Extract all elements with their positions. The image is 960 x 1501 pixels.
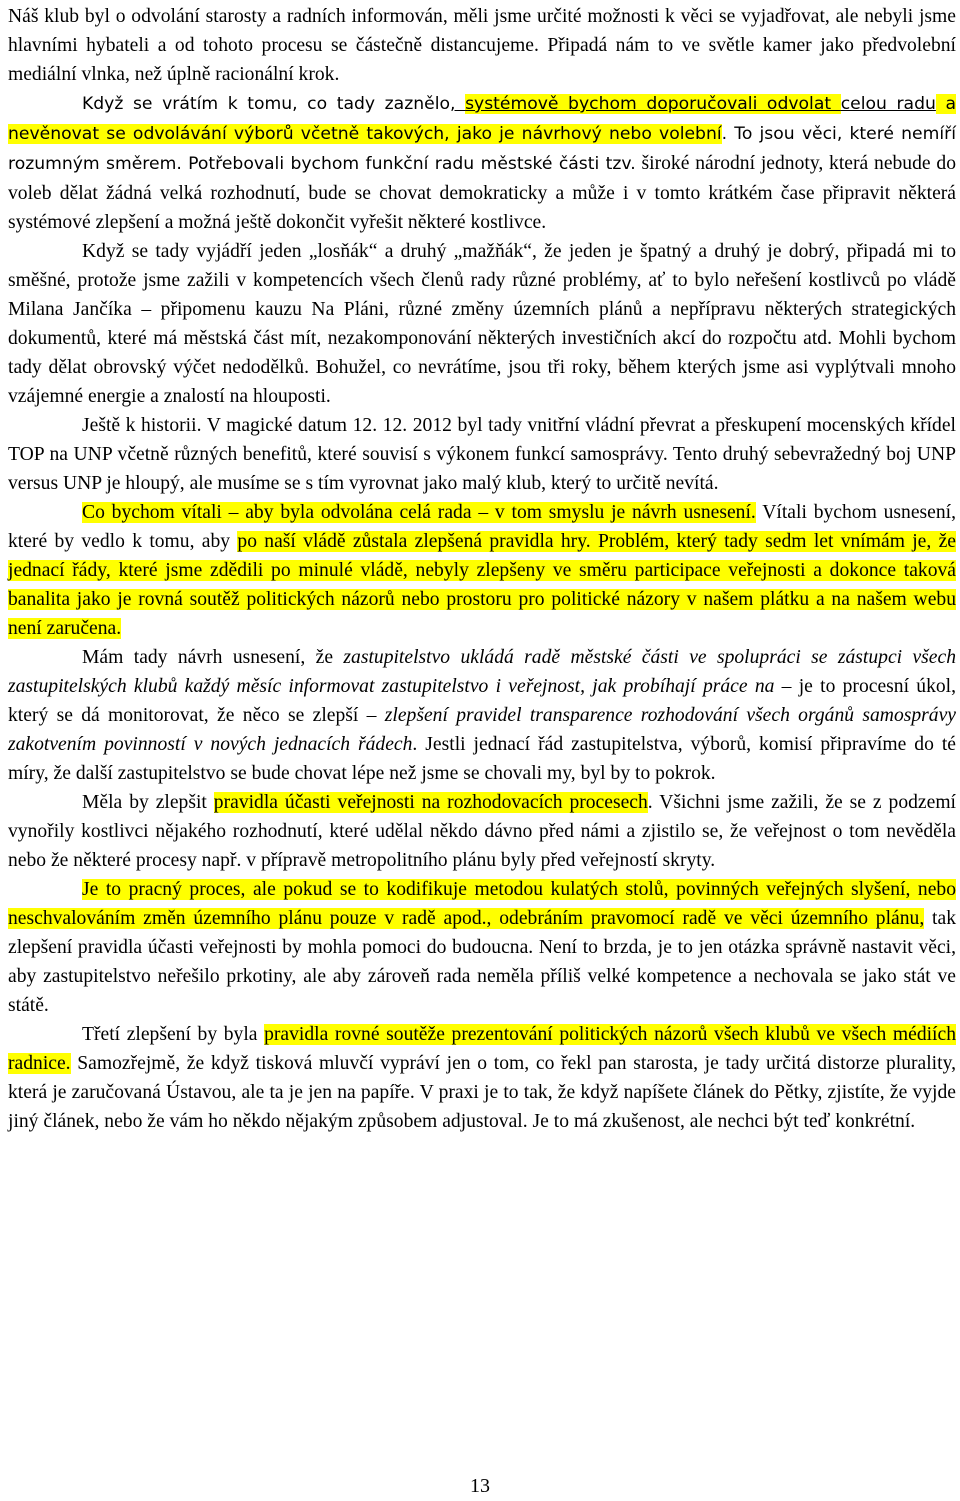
text-run: . Jestli jednací řád zastupitelstva, výborů, komisí připravíme do té míry, že další zastupitelstvo se bude chovat lépe než jsme se chovali my, byl by to pokrok.	[8, 734, 956, 784]
text-run: ,	[450, 94, 466, 114]
paragraph-p1	[8, 2, 956, 89]
highlighted-text: pravidla rovné soutěže prezentování politických názorů všech klubů ve všech médiích radnice.	[8, 1024, 956, 1074]
text-run: Mám tady návrh usnesení, že	[82, 647, 344, 668]
paragraph-p5	[8, 498, 956, 643]
text-run: zastupitelstvo ukládá radě městské části ve spolupráci se zástupci všech zastupitelských klubů každý měsíc informovat zastupitelstvo i veřejnost, jak probíhají práce na	[8, 647, 957, 697]
highlighted-text: pravidla účasti veřejnosti na rozhodovacích procesech	[213, 792, 648, 813]
text-run: celou radu	[840, 94, 936, 114]
paragraph-p8	[8, 875, 956, 1020]
document-body	[8, 2, 956, 1136]
text-run: – je to procesní úkol, který se dá monitorovat, že něco se zlepší –	[8, 676, 957, 726]
page-number: 13	[470, 1475, 490, 1497]
text-run: Vítali bychom usnesení, které by vedlo k tomu, aby	[8, 502, 956, 552]
paragraph-p3	[8, 237, 956, 411]
paragraph-p4	[8, 411, 956, 498]
text-run: . Všichni jsme zažili, že se z podzemí vynořily kostlivci nějakého rozhodnutí, které udělal někdo dávno před námi a zjistilo se, že veřejnost o tom nevěděla nebo že některé procesy např. v přípravě metropolitního plánu byly před veřejností skryty.	[8, 792, 956, 871]
text-run: Když se vrátím k tomu, co tady zaznělo	[82, 94, 450, 114]
text-run: široké národní jednoty, která nebude do voleb dělat žádná velká rozhodnutí, bude se chovat demokraticky a může i v tomto krátkém čase připravit některá systémové zlepšení a možná ještě dokončit vyřešit některé kostlivce.	[8, 153, 956, 233]
highlighted-text: po naší vládě zůstala zlepšená pravidla hry. Problém, který tady sedm let vnímám je, že jednací řády, které jsme zdědili po minulé vládě, nebyly zlepšeny ve směru participace veřejnosti a dokonce taková banalita jako je rovná soutěž politických názorů nebo prostoru pro politické názory v našem plátku a na našem webu není zaručena.	[8, 531, 956, 639]
text-run: Samozřejmě, že když tisková mluvčí vypráví jen o tom, co řekl pan starosta, je tady určitá distorze plurality, která je zaručovaná Ústavou, ale ta je jen na papíře. V praxi je to tak, že když napíšete článek do Pětky, zjistíte, že vyjde jiný článek, nebo že vám ho někdo nějakým způsobem adjustoval. Je to má zkušenost, ale nechci být teď konkrétní.	[8, 1053, 956, 1132]
paragraph-p6	[8, 643, 956, 788]
text-run: Ještě k historii. V magické datum 12. 12. 2012 byl tady vnitřní vládní převrat a přeskupení mocenských křídel TOP na UNP včetně různých benefitů, které souvisí s výkonem funkcí samosprávy. Tento druhý sebevražedný boj UNP versus UNP je hloupý, ale musíme se s tím vyrovnat jako malý klub, který to určitě nevítá.	[8, 415, 956, 494]
text-run: Měla by zlepšit	[82, 792, 214, 813]
paragraph-p7	[8, 788, 956, 875]
paragraph-p9	[8, 1020, 956, 1136]
text-run: tak zlepšení pravidla účasti veřejnosti by mohla pomoci do budoucna. Není to brzda, je to jen otázka správně nastavit věci, aby zastupitelstvo neřešilo prkotiny, ale aby zároveň rada neměla příliš velké kompetence a nechovala se jako stát ve státě.	[8, 908, 956, 1016]
highlighted-text: a nevěnovat se odvolávání výborů včetně takových, jako je návrhový nebo volební	[8, 94, 957, 144]
text-run: zlepšení pravidel transparence rozhodování všech orgánů samosprávy zakotvením povinností v nových jednacích řádech	[8, 705, 956, 755]
highlighted-text: Co bychom vítali – aby byla odvolána celá rada – v tom smyslu je návrh usnesení.	[82, 502, 756, 523]
text-run: Když se tady vyjádří jeden „losňák“ a druhý „mažňák“, že jeden je špatný a druhý je dobrý, připadá mi to směšné, protože jsme zažili v kompetencích všech členů rady různé problémy, ať to bylo neřešení kostlivců po vládě Milana Jančíka – připomenu kauzu Na Pláni, různé změny územních plánů a nepřípravu některých strategických dokumentů, které má městská část mít, nezakomponování některých investičních akcí do rozpočtu atd. Mohli bychom tady dělat obrovský výčet nedodělků. Bohužel, co nevrátíme, jsou tři roky, během kterých jsme asi vyplýtvali mnoho vzájemné energie a znalostí na hlouposti.	[8, 241, 956, 407]
text-run: Náš klub byl o odvolání starosty a radních informován, měli jsme určité možnosti k věci se vyjadřovat, ale nebyli jsme hlavními hybateli a od tohoto procesu se částečně distancujeme. Připadá nám to ve světle kamer jako předvolební mediální vlnka, než úplně racionální krok.	[8, 6, 956, 85]
paragraph-p2	[8, 89, 956, 237]
text-run: Třetí zlepšení by byla	[82, 1024, 265, 1045]
highlighted-text: Je to pracný proces, ale pokud se to kodifikuje metodou kulatých stolů, povinných veřejných slyšení, nebo neschvalováním změn územního plánu pouze v radě apod., odebráním pravomocí radě ve věci územního plánu,	[8, 879, 956, 929]
text-run: . To jsou věci, které nemíří rozumným směrem. Potřebovali bychom funkční radu městské části tzv.	[8, 124, 956, 174]
highlighted-text: systémově bychom doporučovali odvolat	[465, 94, 841, 114]
